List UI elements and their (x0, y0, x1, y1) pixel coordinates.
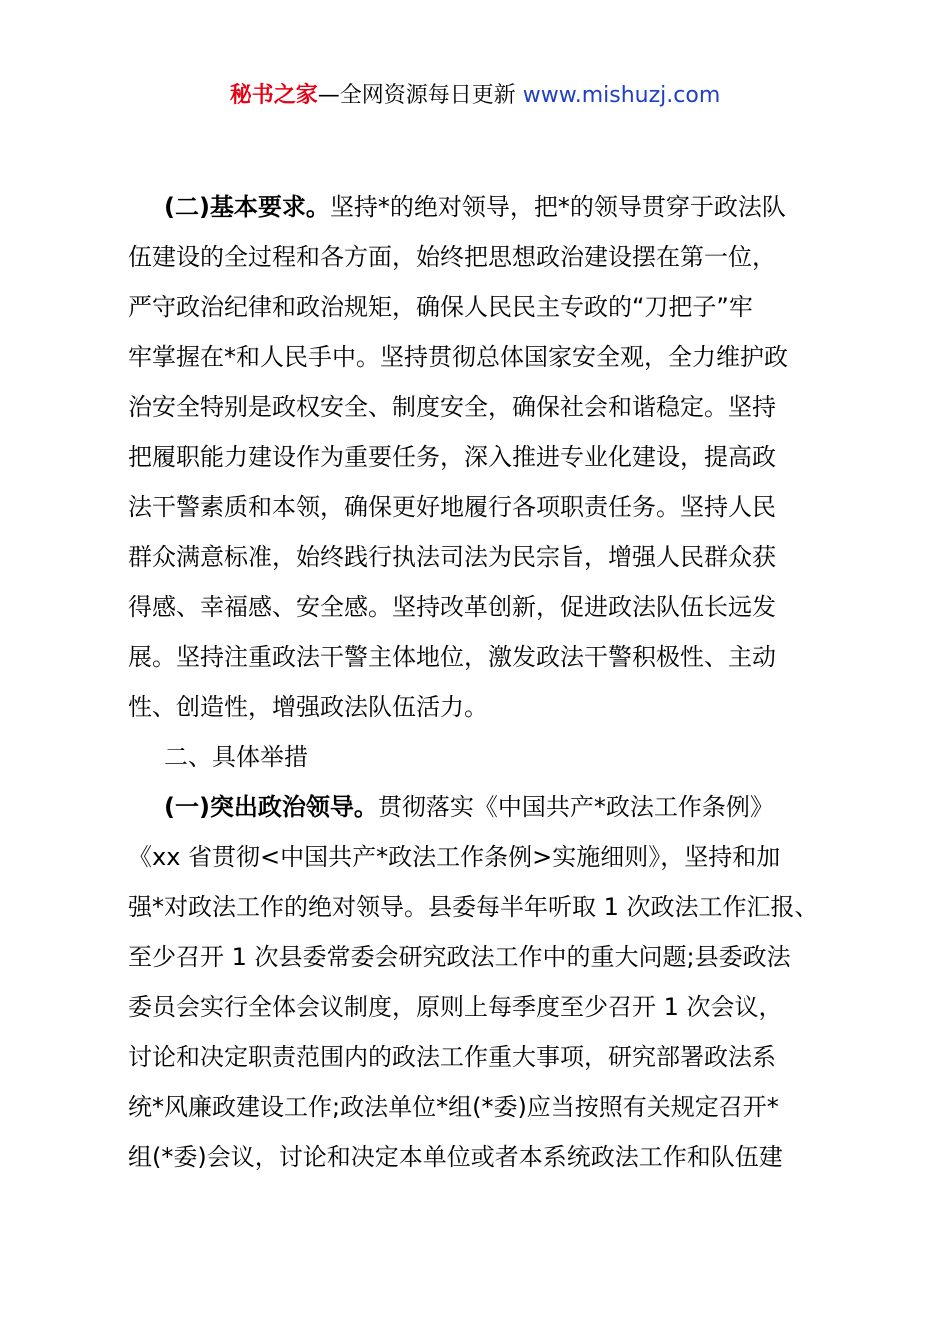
line-text: 贯彻落实《中国共产*政法工作条例》 (377, 793, 774, 821)
header-tagline: —全网资源每日更新 (317, 83, 523, 108)
paragraph-line: 《xx 省贯彻<中国共产*政法工作条例>实施细则》，坚持和加 (128, 843, 781, 871)
paragraph-line (128, 182, 840, 232)
paragraph-line: 讨论和决定职责范围内的政法工作重大事项，研究部署政法系 (128, 1043, 776, 1071)
paragraph-line: 展。坚持注重政法干警主体地位，激发政法干警积极性、主动 (128, 643, 776, 671)
paragraph-line: 委员会实行全体会议制度，原则上每季度至少召开 1 次会议， (128, 993, 783, 1021)
section-heading: (一)突出政治领导。 (164, 793, 378, 821)
paragraph-line: 牢掌握在*和人民手中。坚持贯彻总体国家安全观，全力维护政 (128, 343, 788, 371)
brand-name: 秘书之家 (229, 83, 318, 108)
paragraph-line: 至少召开 1 次县委常委会研究政法工作中的重大问题;县委政法 (128, 943, 791, 971)
paragraph-line: 得感、幸福感、安全感。坚持改革创新，促进政法队伍长远发 (128, 593, 776, 621)
section-heading: (二)基本要求。 (164, 193, 330, 221)
paragraph-line: 伍建设的全过程和各方面，始终把思想政治建设摆在第一位， (128, 243, 776, 271)
paragraph-line: 治安全特别是政权安全、制度安全，确保社会和谐稳定。坚持 (128, 393, 776, 421)
line-text: 坚持*的绝对领导，把*的领导贯穿于政法队 (329, 193, 786, 221)
paragraph-line: 组(*委)会议，讨论和决定本单位或者本系统政法工作和队伍建 (128, 1143, 783, 1171)
paragraph-line: 群众满意标准，始终践行执法司法为民宗旨，增强人民群众获 (128, 543, 776, 571)
paragraph-line: 性、创造性，增强政法队伍活力。 (128, 693, 488, 721)
site-url-link[interactable]: www.mishuzj.com (522, 83, 721, 108)
paragraph-line: 强*对政法工作的绝对领导。县委每半年听取 1 次政法工作汇报、 (128, 893, 819, 921)
paragraph-line: 统*风廉政建设工作;政法单位*组(*委)应当按照有关规定召开* (128, 1093, 779, 1121)
paragraph-line: 法干警素质和本领，确保更好地履行各项职责任务。坚持人民 (128, 493, 776, 521)
section-title: 二、具体举措 (164, 743, 308, 771)
paragraph-line: 严守政治纪律和政治规矩，确保人民民主专政的“刀把子”牢 (128, 293, 753, 321)
document-body (128, 182, 840, 1182)
paragraph-line: 把履职能力建设作为重要任务，深入推进专业化建设，提高政 (128, 443, 776, 471)
paragraph-line (128, 782, 840, 832)
page-header (0, 80, 950, 112)
